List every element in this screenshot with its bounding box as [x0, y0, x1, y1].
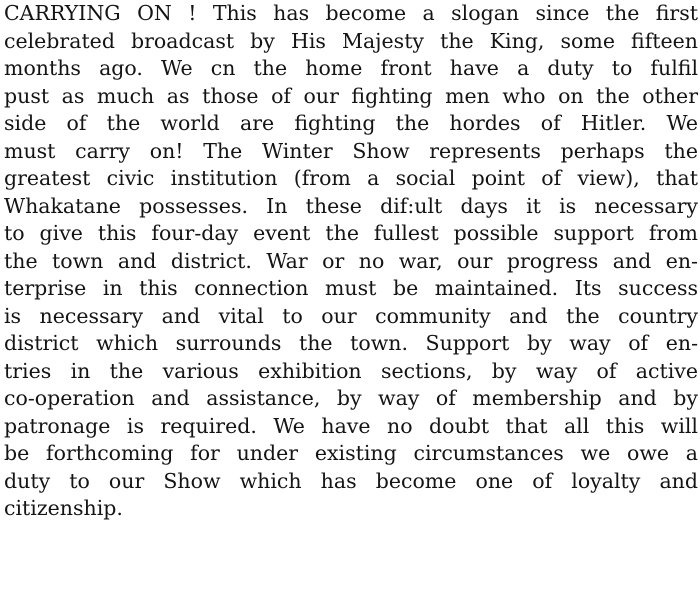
- text-line: is necessary and vital to our community and the country: [4, 303, 698, 328]
- text-line: must carry on! The Winter Show represents perhaps the: [4, 138, 698, 163]
- text-line: be forthcoming for under existing circumstances we owe a: [4, 441, 698, 465]
- text-line: Whakatane possesses. In these dif:ult days it is necessary: [4, 193, 698, 218]
- text-line: celebrated broadcast by His Majesty the King, some fifteen: [4, 28, 698, 53]
- article-body: [4, 0, 698, 523]
- text-line: duty to our Show which has become one of loyalty and: [4, 468, 698, 493]
- text-line: district which surrounds the town. Support by way of en-: [4, 331, 698, 355]
- text-line: to give this four-day event the fullest possible support from: [4, 221, 698, 245]
- text-line: months ago. We cn the home front have a duty to fulfil: [4, 56, 698, 80]
- text-line: citizenship.: [4, 496, 123, 520]
- text-line: pust as much as those of our fighting men who on the other: [4, 83, 698, 108]
- text-line: terprise in this connection must be maintained. Its success: [4, 276, 698, 300]
- text-line: patronage is required. We have no doubt that all this will: [4, 413, 698, 438]
- text-line: side of the world are fighting the hordes of Hitler. We: [4, 111, 698, 135]
- text-line: co-operation and assistance, by way of membership and by: [4, 386, 698, 410]
- text-line: the town and district. War or no war, our progress and en-: [4, 248, 698, 273]
- text-line: tries in the various exhibition sections, by way of active: [4, 358, 698, 383]
- text-line: greatest civic institution (from a social point of view), that: [4, 166, 698, 190]
- text-line: CARRYING ON ! This has become a slogan since the first: [4, 1, 698, 25]
